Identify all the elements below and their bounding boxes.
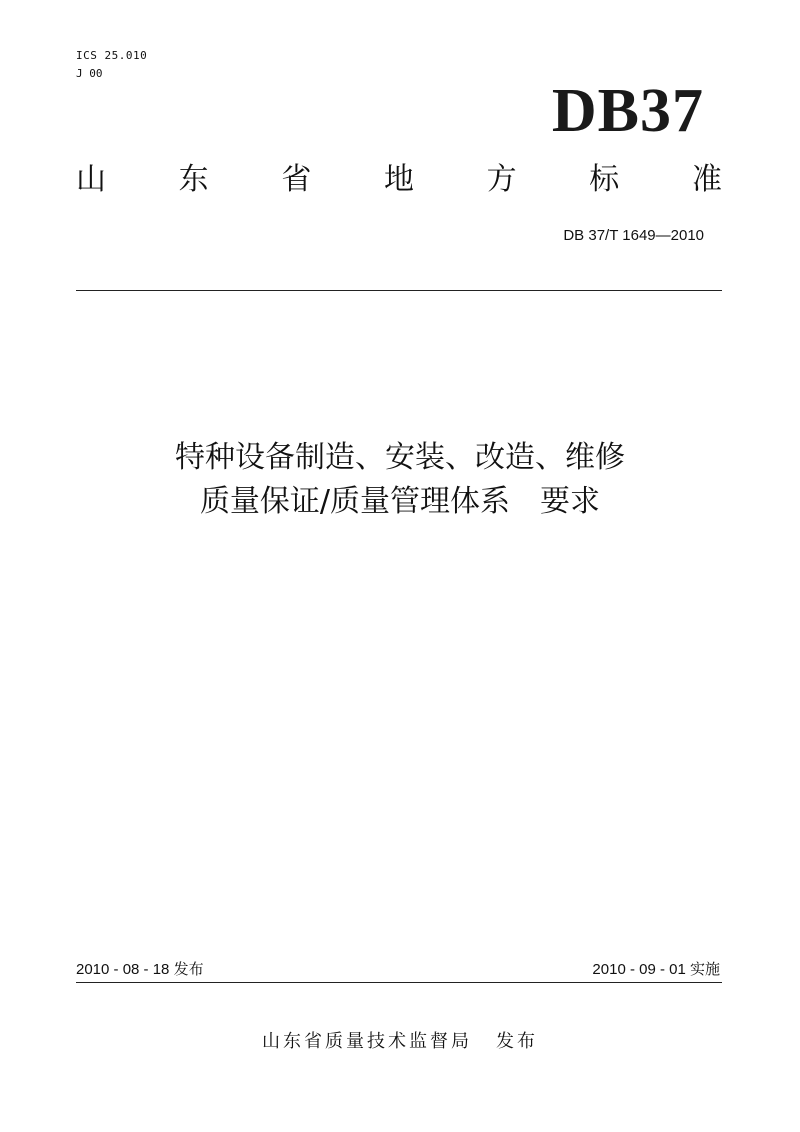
standard-logo: DB37 <box>551 77 704 145</box>
bottom-divider <box>76 982 722 983</box>
standard-number: DB 37/T 1649—2010 <box>563 227 704 244</box>
standard-type-char: 省 <box>281 162 312 197</box>
standard-type-char: 东 <box>178 162 209 197</box>
issuing-authority <box>0 1030 800 1054</box>
ccs-code: J 00 <box>76 67 103 80</box>
standard-type-char: 准 <box>691 162 722 197</box>
standard-type-char: 地 <box>383 162 414 197</box>
document-title <box>0 436 800 524</box>
standard-type-title <box>76 160 722 200</box>
publish-date: 2010 - 08 - 18 发布 <box>76 961 204 978</box>
implement-date: 2010 - 09 - 01 实施 <box>592 961 720 978</box>
standard-type-char: 方 <box>486 162 517 197</box>
standard-type-char: 标 <box>589 162 620 197</box>
standard-type-char: 山 <box>76 162 106 197</box>
document-title-line1: 特种设备制造、安装、改造、维修 <box>175 440 625 475</box>
issue-label: 发布 <box>496 1031 538 1052</box>
top-divider <box>76 290 722 291</box>
issuer-name: 山东省质量技术监督局 <box>262 1031 472 1052</box>
ics-code: ICS 25.010 <box>76 49 148 62</box>
document-title-line2: 质量保证/质量管理体系 要求 <box>199 484 601 519</box>
